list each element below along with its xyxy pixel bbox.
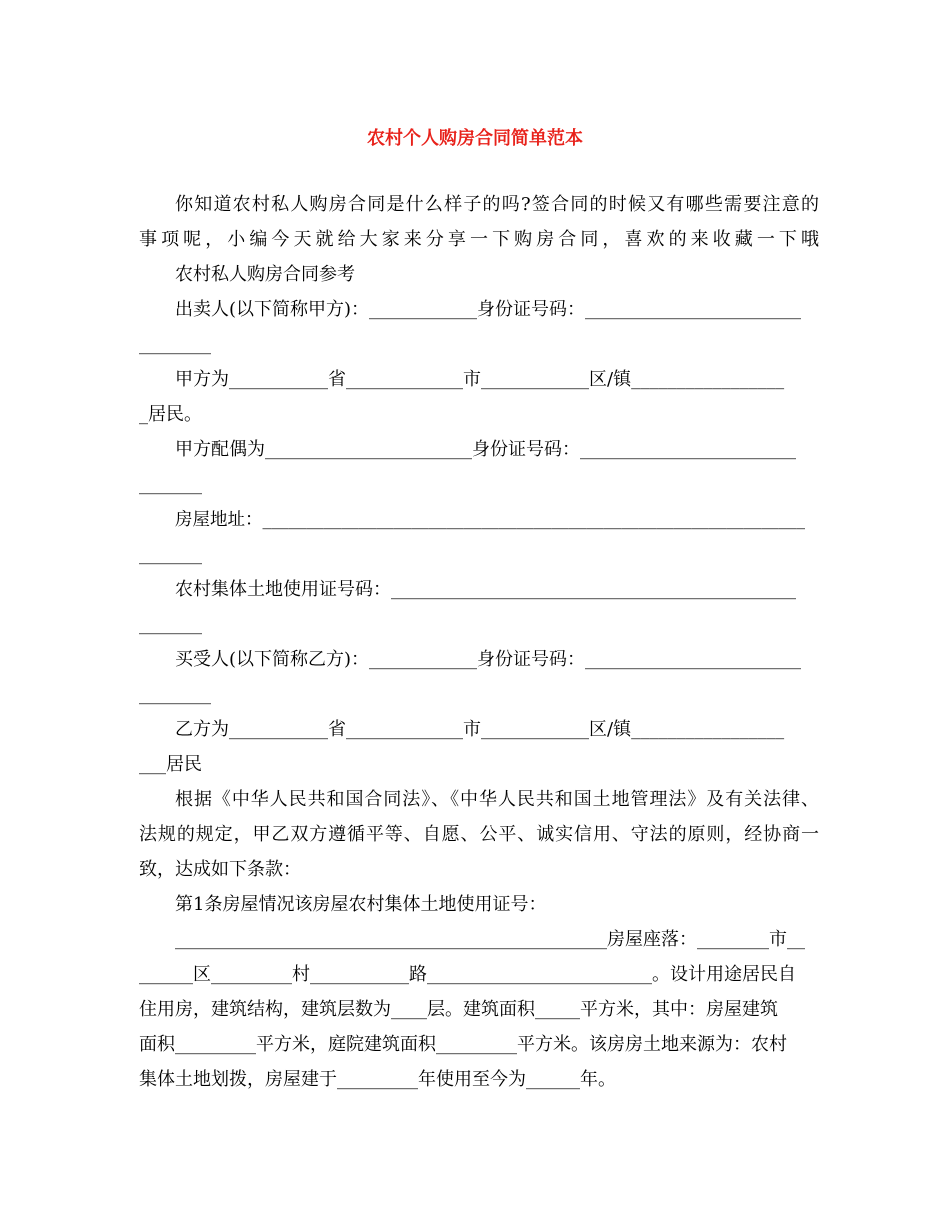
paragraph-line: 致，达成如下条款： — [139, 859, 301, 880]
form-line-building-info: 住用房，建筑结构，建筑层数为____层。建筑面积_____平方米，其中：房屋建筑 — [139, 999, 778, 1020]
paragraph-line: 事项呢，小编今天就给大家来分享一下购房合同，喜欢的来收藏一下哦 — [139, 229, 819, 250]
paragraph-line: 根据《中华人民共和国合同法》、《中华人民共和国土地管理法》及有关法律、 — [175, 789, 819, 810]
paragraph-line: 你知道农村私人购房合同是什么样子的吗?签合同的时候又有哪些需要注意的 — [175, 194, 819, 215]
form-line-party-a-spouse: 甲方配偶为_______________________身份证号码：________________________ — [175, 439, 796, 460]
form-line-continuation: _______ — [139, 544, 202, 565]
paragraph-line: 法规的规定，甲乙双方遵循平等、自愿、公平、诚实信用、守法的原则，经协商一 — [139, 824, 819, 845]
form-line-party-a-residence: 甲方为___________省_____________市____________区/镇_________________ — [175, 369, 785, 390]
form-line-continuation: _______ — [139, 614, 202, 635]
form-line-seller: 出卖人(以下简称甲方)：____________身份证号码：________________________ — [175, 299, 802, 320]
section-heading: 第1条房屋情况该房屋农村集体土地使用证号： — [175, 894, 547, 915]
form-line-area-info: 面积_________平方米，庭院建筑面积_________平方米。该房房土地来源为：农村 — [139, 1034, 787, 1055]
form-line-continuation: ________ — [139, 684, 211, 705]
paragraph-line: 农村私人购房合同参考 — [175, 264, 355, 285]
form-line-buyer: 买受人(以下简称乙方)：____________身份证号码：________________________ — [175, 649, 802, 670]
form-line-continuation: _______ — [139, 474, 202, 495]
form-line-house-location: ________________________________________________房屋座落：________市__ — [175, 929, 805, 950]
form-line-land-certificate: 农村集体土地使用证号码：_____________________________________________ — [175, 579, 796, 600]
form-line-land-source: 集体土地划拨，房屋建于_________年使用至今为______年。 — [139, 1069, 616, 1090]
document-title: 农村个人购房合同简单范本 — [367, 128, 583, 149]
form-line-continuation: ___居民 — [139, 754, 202, 775]
form-line-continuation: _居民。 — [139, 404, 202, 425]
form-line-party-b-residence: 乙方为___________省_____________市____________区/镇_________________ — [175, 719, 785, 740]
form-line-continuation: ________ — [139, 334, 211, 355]
form-line-house-address: 房屋地址：______________________________________________________________ — [175, 510, 805, 530]
form-line-house-location-cont: ______区_________村___________路_________________________。设计用途居民自 — [139, 964, 796, 985]
